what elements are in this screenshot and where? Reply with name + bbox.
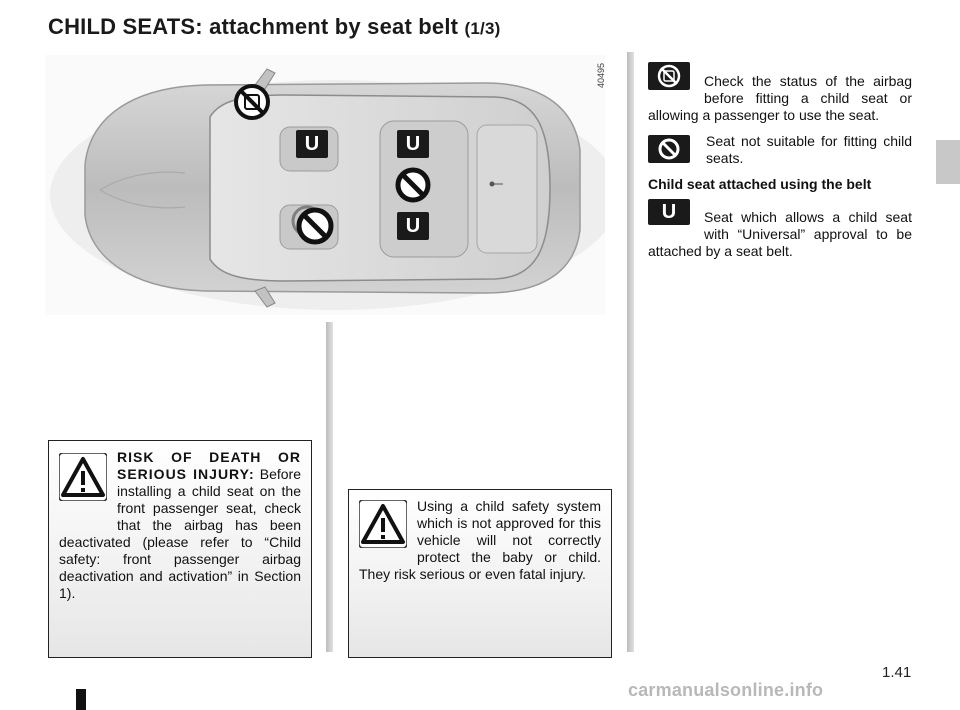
no-child-seat-icon-rear-center — [394, 166, 432, 204]
warning-box-airbag — [48, 440, 312, 658]
column-divider-lower — [326, 322, 333, 652]
legend-not-suitable-text: Seat not suitable for fitting child seats. — [706, 133, 912, 166]
column-divider — [627, 52, 634, 652]
warning2-icon-spacer — [359, 498, 417, 566]
warning1-text — [59, 449, 301, 602]
legend-airbag — [648, 62, 912, 124]
airbag-deactivated-icon — [648, 62, 690, 90]
seat-u-badge-rear-left: U — [397, 130, 429, 158]
corner-mark — [76, 689, 86, 710]
watermark: carmanualsonline.info — [628, 680, 824, 700]
universal-badge: U — [648, 199, 690, 225]
not-suitable-icon — [648, 135, 690, 163]
no-child-seat-icon-driver — [295, 206, 335, 246]
warning1-bold: RISK OF DEATH OR SERIOUS INJURY: — [117, 449, 301, 482]
seat-u-badge-front: U — [296, 130, 328, 158]
legend-belt-heading: Child seat attached using the belt — [648, 176, 872, 192]
page-number: 1.41 — [882, 664, 912, 681]
page-title-main: CHILD SEATS: attachment by seat belt — [48, 14, 459, 39]
airbag-warning-icon — [233, 83, 271, 121]
legend-universal-text: Seat which allows a child seat with “Universal” approval to be attached by a seat belt. — [648, 209, 912, 259]
warning-box-approval — [348, 489, 612, 658]
legend-not-suitable — [648, 133, 912, 167]
section-tab — [936, 140, 960, 184]
seat-u-badge-rear-right: U — [397, 212, 429, 240]
page-title — [48, 14, 500, 40]
car-illustration — [45, 55, 605, 315]
warning2-text: Using a child safety system which is not approved for this vehicle will not correctly protect the baby or child. They risk serious or even fatal injury. — [359, 498, 601, 582]
legend-universal — [648, 199, 912, 260]
legend-airbag-text: Check the status of the airbag before fitting a child seat or allowing a passenger to use the seat. — [648, 73, 912, 123]
page-title-suffix: (1/3) — [464, 19, 501, 38]
warning1-body: Before installing a child seat on the front passenger seat, check that the airbag has been deactivated (please refer to “Child safety: front passenger airbag deactivation and activation” in Section 1). — [59, 466, 301, 601]
figure-id: 40495 — [596, 62, 606, 88]
